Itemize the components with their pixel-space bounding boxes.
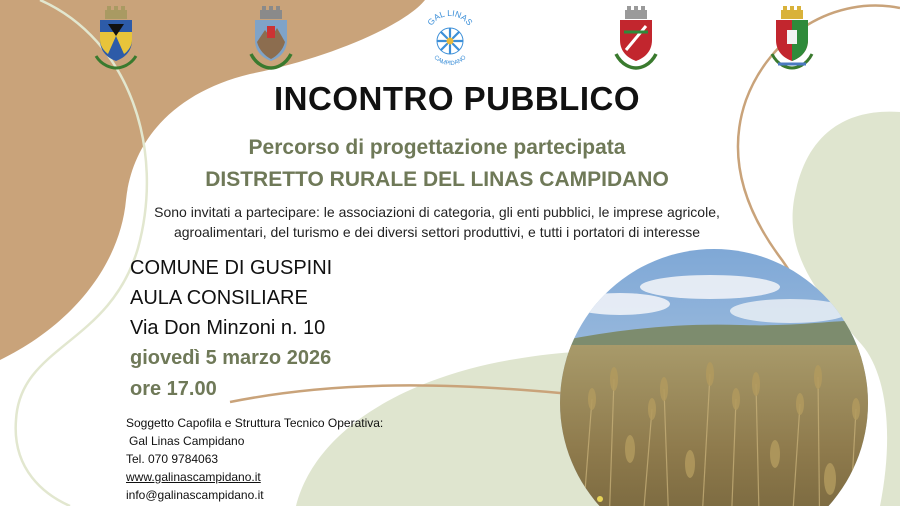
- contact-email: info@galinascampidano.it: [126, 488, 264, 502]
- svg-text:GAL LINAS: GAL LINAS: [425, 8, 475, 28]
- municipal-crest-icon: [608, 6, 664, 70]
- subtitle: Percorso di progettazione partecipata: [248, 136, 626, 159]
- gal-linas-campidano-logo: [420, 8, 480, 72]
- invitation-line: agroalimentari, del turismo e dei diversi settori produttivi, e tutti i portatori di interesse: [173, 224, 700, 240]
- invitation-line: Sono invitati a partecipare: le associazioni di categoria, gli enti pubblici, le imprese agricole,: [154, 204, 720, 220]
- contact-website-link[interactable]: www.galinascampidano.it: [126, 470, 261, 484]
- district-name: DISTRETTO RURALE DEL LINAS CAMPIDANO: [205, 168, 669, 191]
- wheat-field-photo: [560, 249, 868, 506]
- municipal-crest-icon: [764, 6, 820, 70]
- invitation-text: [0, 202, 874, 242]
- contact-phone: Tel. 070 9784063: [126, 452, 219, 466]
- venue-hall: AULA CONSILIARE: [130, 287, 308, 309]
- page-title: INCONTRO PUBBLICO: [274, 80, 640, 117]
- event-date: giovedì 5 marzo 2026: [130, 347, 332, 369]
- municipal-crest-icon: [243, 6, 299, 70]
- svg-text:CAMPIDANO: CAMPIDANO: [432, 54, 468, 68]
- venue-address: Via Don Minzoni n. 10: [130, 317, 326, 339]
- municipal-crest-icon: [88, 6, 144, 70]
- contact-organization: Gal Linas Campidano: [129, 434, 245, 448]
- venue-comune: COMUNE DI GUSPINI: [130, 257, 333, 279]
- event-time: ore 17.00: [130, 378, 217, 400]
- contact-heading: Soggetto Capofila e Struttura Tecnico Operativa:: [126, 416, 384, 430]
